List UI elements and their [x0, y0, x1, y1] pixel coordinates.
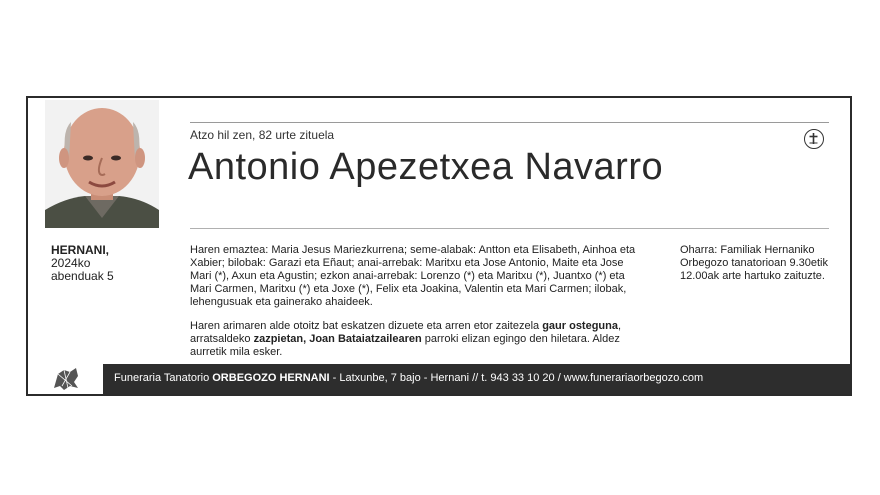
funeral-home-logo-icon — [28, 364, 104, 394]
wake-note: Oharra: Familiak Hernaniko Orbegozo tanatorioan 9.30etik 12.00ak arte hartuko zaituzte. — [680, 244, 828, 282]
date-year: 2024ko — [51, 256, 91, 270]
footer-text — [114, 372, 703, 384]
prayer-bold-2: zazpietan, Joan Bataiatzailearen — [253, 333, 422, 345]
top-divider — [190, 122, 829, 123]
place-city: HERNANI, — [51, 243, 110, 257]
prayer-text-3: parroki elizan egingo den hiletara. Aldez aurretik mila esker. — [190, 333, 620, 358]
obituary-body — [190, 244, 640, 370]
funeral-home-footer — [28, 364, 850, 394]
prayer-text-1: Haren arimaren alde otoitz bat eskatzen dizuete eta arren etor zaitezela — [190, 320, 543, 332]
portrait-photo — [45, 100, 159, 228]
deceased-name: Antonio Apezetxea Navarro — [188, 146, 664, 188]
cross-in-circle-icon — [804, 129, 824, 149]
obituary-card — [26, 96, 852, 396]
date-day: abenduak 5 — [51, 269, 114, 283]
age-subtitle: Atzo hil zen, 82 urte zituela — [190, 128, 335, 142]
footer-prefix: Funeraria Tanatorio — [114, 372, 213, 384]
prayer-bold-1: gaur osteguna — [542, 320, 618, 332]
footer-brand: ORBEGOZO HERNANI — [212, 372, 330, 384]
place-and-date — [51, 244, 114, 283]
prayer-paragraph — [190, 320, 640, 359]
prayer-text-2: , arratsaldeko — [190, 320, 622, 345]
family-paragraph: Haren emaztea: Maria Jesus Mariezkurrena; seme-alabak: Antton eta Elisabeth, Ainhoa eta Xabier; bilobak: Garazi eta Eñaut; anai-arrebak: Maritxu eta Jose Antonio, Maite eta Jose Mari (*), Axun eta Agustin; ezkon anai-arrebak: Lorenzo (*) eta Maritxu (*), Juantxo (*) eta Mari Carmen, Maritxu (*) eta Joxe (*), Felix eta Joakina, Valentin eta Mari Carmen; ilobak, lehengusuak eta gainerako ahaideek. — [190, 244, 636, 308]
middle-divider — [190, 228, 829, 229]
footer-details: - Latxunbe, 7 bajo - Hernani // t. 943 33 10 20 / www.funerariaorbegozo.com — [329, 372, 704, 384]
